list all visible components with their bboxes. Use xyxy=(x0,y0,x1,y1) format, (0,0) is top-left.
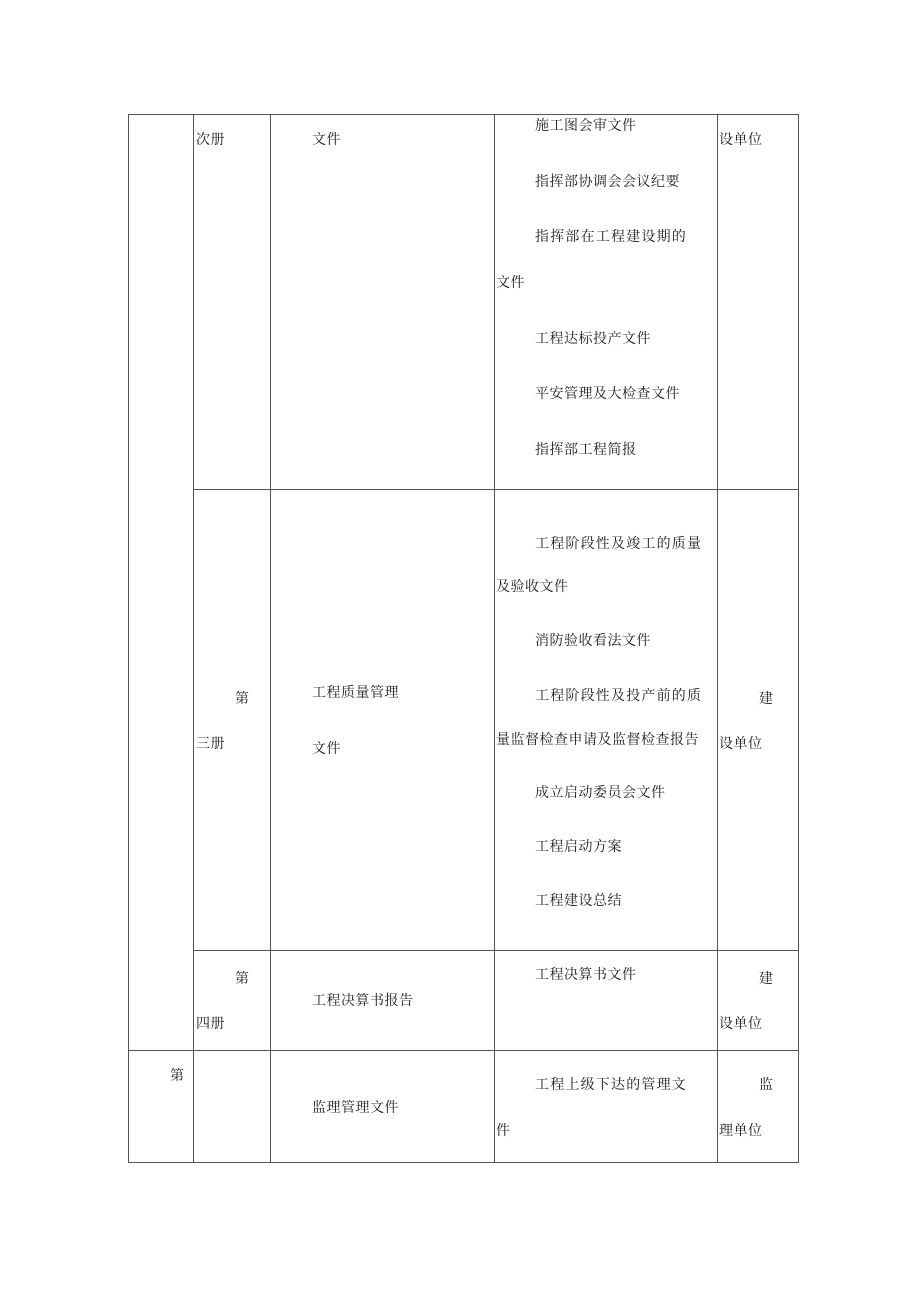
volume-label: 第 xyxy=(235,971,250,987)
category-label: 文件 xyxy=(312,741,341,757)
content-item: 工程启动方案 xyxy=(535,839,622,855)
content-item: 文件 xyxy=(496,275,525,291)
category-label: 工程质量管理 xyxy=(312,685,399,701)
row-divider xyxy=(128,1050,799,1051)
content-item: 指挥部在工程建设期的 xyxy=(535,229,687,245)
column-divider xyxy=(193,114,194,1163)
section-label: 第 xyxy=(170,1068,185,1084)
column-divider xyxy=(270,114,271,1163)
content-item: 量监督检查申请及监督检查报告 xyxy=(496,732,699,748)
responsible-unit: 设单位 xyxy=(719,736,763,752)
table-right-border xyxy=(798,114,799,1163)
content-item: 工程阶段性及投产前的质 xyxy=(535,688,703,704)
content-item: 施工图会审文件 xyxy=(535,118,637,134)
responsible-unit: 理单位 xyxy=(719,1123,763,1139)
responsible-unit: 设单位 xyxy=(719,132,763,148)
responsible-unit: 建 xyxy=(759,971,774,987)
volume-label: 次册 xyxy=(196,132,225,148)
table-bottom-border xyxy=(128,1162,799,1163)
column-divider xyxy=(717,114,718,1163)
content-item: 件 xyxy=(496,1123,511,1139)
content-item: 工程上级下达的管理文 xyxy=(535,1077,687,1093)
category-label: 文件 xyxy=(312,132,341,148)
column-divider xyxy=(494,114,495,1163)
content-item: 工程达标投产文件 xyxy=(535,331,651,347)
row-divider xyxy=(193,950,799,951)
category-label: 监理管理文件 xyxy=(312,1100,399,1116)
volume-label: 第 xyxy=(235,691,250,707)
category-label: 工程决算书报告 xyxy=(312,993,414,1009)
table-left-border xyxy=(128,114,129,1163)
content-item: 指挥部协调会会议纪要 xyxy=(535,174,680,190)
responsible-unit: 监 xyxy=(759,1077,774,1093)
volume-label: 三册 xyxy=(196,736,225,752)
content-item: 工程决算书文件 xyxy=(535,967,637,983)
content-item: 平安管理及大检查文件 xyxy=(535,386,680,402)
content-item: 指挥部工程简报 xyxy=(535,442,637,458)
row-divider xyxy=(193,489,799,490)
responsible-unit: 设单位 xyxy=(719,1016,763,1032)
content-item: 成立启动委员会文件 xyxy=(535,785,666,801)
content-item: 工程阶段性及竣工的质量 xyxy=(535,536,703,552)
volume-label: 四册 xyxy=(196,1016,225,1032)
content-item: 及验收文件 xyxy=(496,579,569,595)
table-top-border xyxy=(128,114,799,115)
content-item: 工程建设总结 xyxy=(535,893,622,909)
content-item: 消防验收看法文件 xyxy=(535,633,651,649)
responsible-unit: 建 xyxy=(759,691,774,707)
